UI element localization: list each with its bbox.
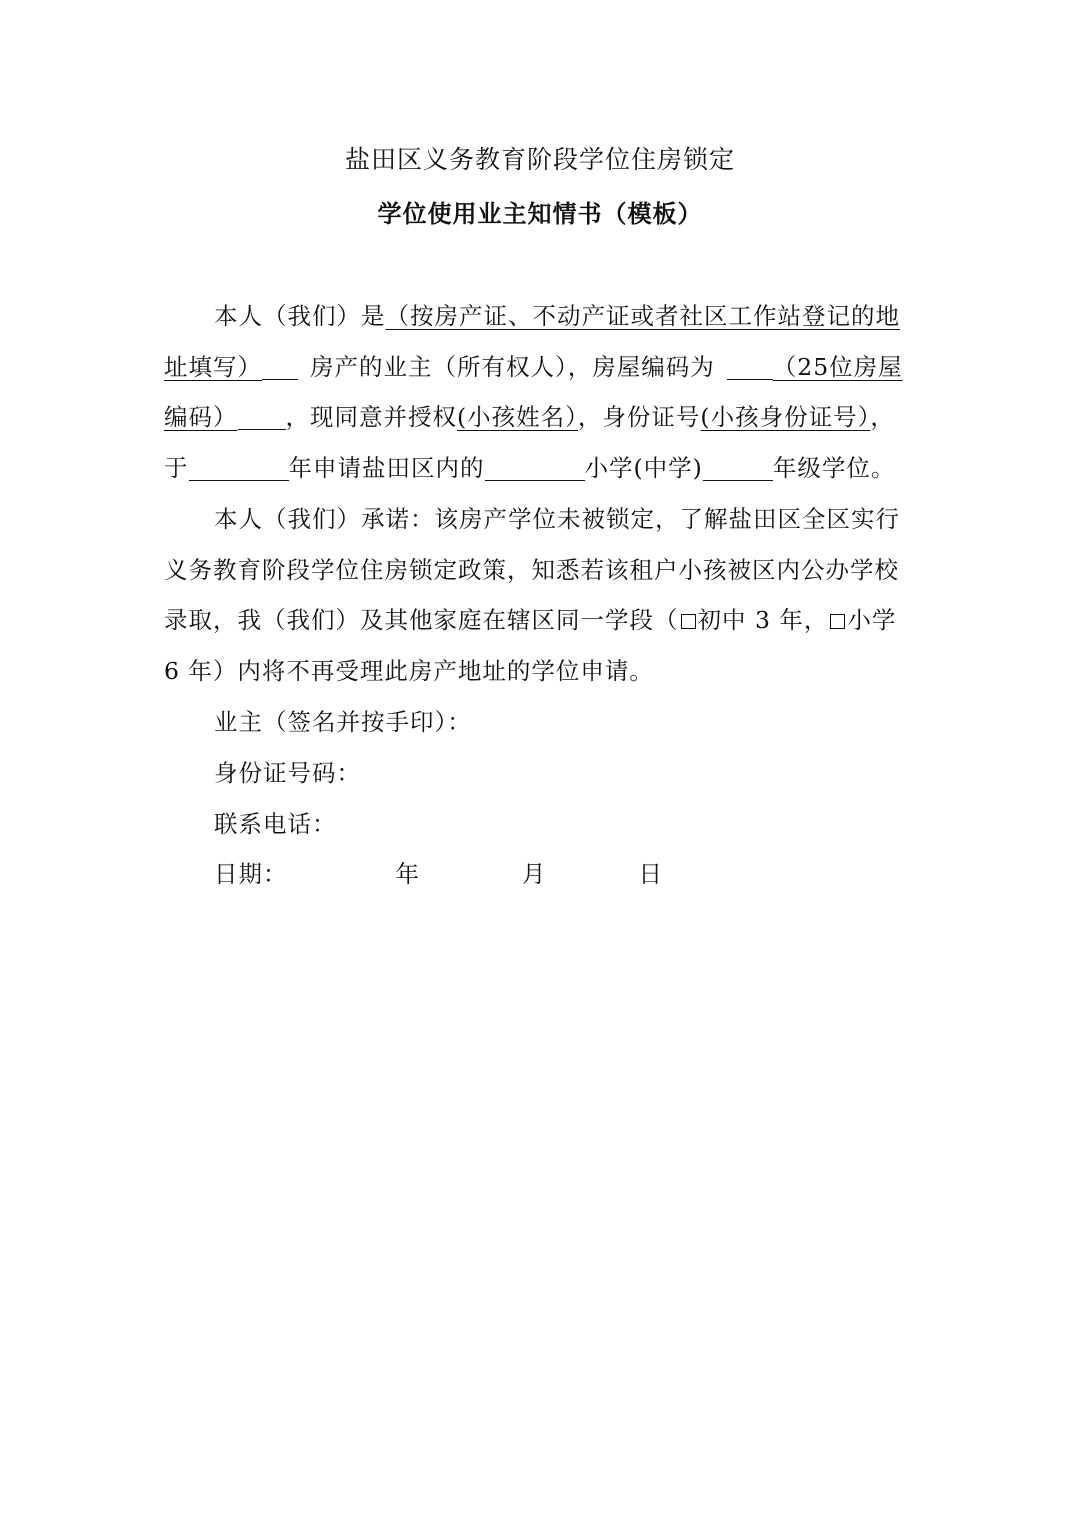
para1-text: 房产的业主（所有权人），房屋编码为 xyxy=(310,353,715,381)
grade-blank xyxy=(703,452,773,481)
child-id-hint: (小孩身份证号） xyxy=(700,403,871,431)
date-label: 日期： xyxy=(214,860,288,888)
para1-text: 小学(中学) xyxy=(584,454,703,482)
para2-line4: 6 年）内将不再受理此房产地址的学位申请。 xyxy=(164,657,654,685)
para1-text: 本人（我们）是 xyxy=(214,302,386,330)
school-blank xyxy=(485,452,585,481)
para2-line2: 义务教育阶段学位住房锁定政策，知悉若该租户小孩被区内公办学校 xyxy=(164,556,899,584)
para1-line1 xyxy=(214,296,974,336)
para1-text: ， xyxy=(870,403,895,431)
address-blank xyxy=(262,351,298,380)
owner-signature-field: 业主（签名并按手印）： xyxy=(214,708,472,736)
house-code-hint: （25位房屋 xyxy=(772,353,903,381)
house-code-hint-end: 编码） xyxy=(164,403,238,431)
junior-label: 初中 3 年， xyxy=(697,606,829,634)
primary-label: 小学 xyxy=(847,606,897,634)
para1-text: 年级学位。 xyxy=(772,454,896,482)
para1-text: 年申请盐田区内的 xyxy=(288,454,485,482)
date-field xyxy=(214,854,974,894)
address-hint: （按房产证、不动产证或者社区工作站登记的地 xyxy=(385,302,900,330)
house-code-blank xyxy=(727,351,773,380)
date-month-label: 月 xyxy=(522,860,547,888)
phone-field: 联系电话： xyxy=(214,810,337,838)
para1-text: ，身份证号 xyxy=(577,403,701,431)
date-day-label: 日 xyxy=(638,860,663,888)
year-blank xyxy=(189,452,289,481)
para2-line1: 本人（我们）承诺：该房产学位未被锁定，了解盐田区全区实行 xyxy=(214,505,900,533)
para2-line3 xyxy=(164,600,924,640)
junior-checkbox-icon[interactable] xyxy=(681,614,696,629)
para2-text: 录取，我（我们）及其他家庭在辖区同一学段（ xyxy=(164,606,679,634)
address-hint-end: 址填写） xyxy=(164,353,262,381)
id-number-field: 身份证号码： xyxy=(214,759,361,787)
para1-line2 xyxy=(164,347,924,387)
date-year-label: 年 xyxy=(395,860,420,888)
primary-checkbox-icon[interactable] xyxy=(830,614,845,629)
para1-line4 xyxy=(164,448,924,488)
document-subtitle: 学位使用业主知情书（模板） xyxy=(377,199,703,228)
document-title: 盐田区义务教育阶段学位住房锁定 xyxy=(344,145,735,174)
child-name-hint: (小孩姓名） xyxy=(457,403,578,431)
para1-text: ，现同意并授权 xyxy=(285,403,457,431)
house-code-blank-end xyxy=(238,401,286,430)
para1-line3 xyxy=(164,397,924,437)
para1-text: 于 xyxy=(164,454,189,482)
